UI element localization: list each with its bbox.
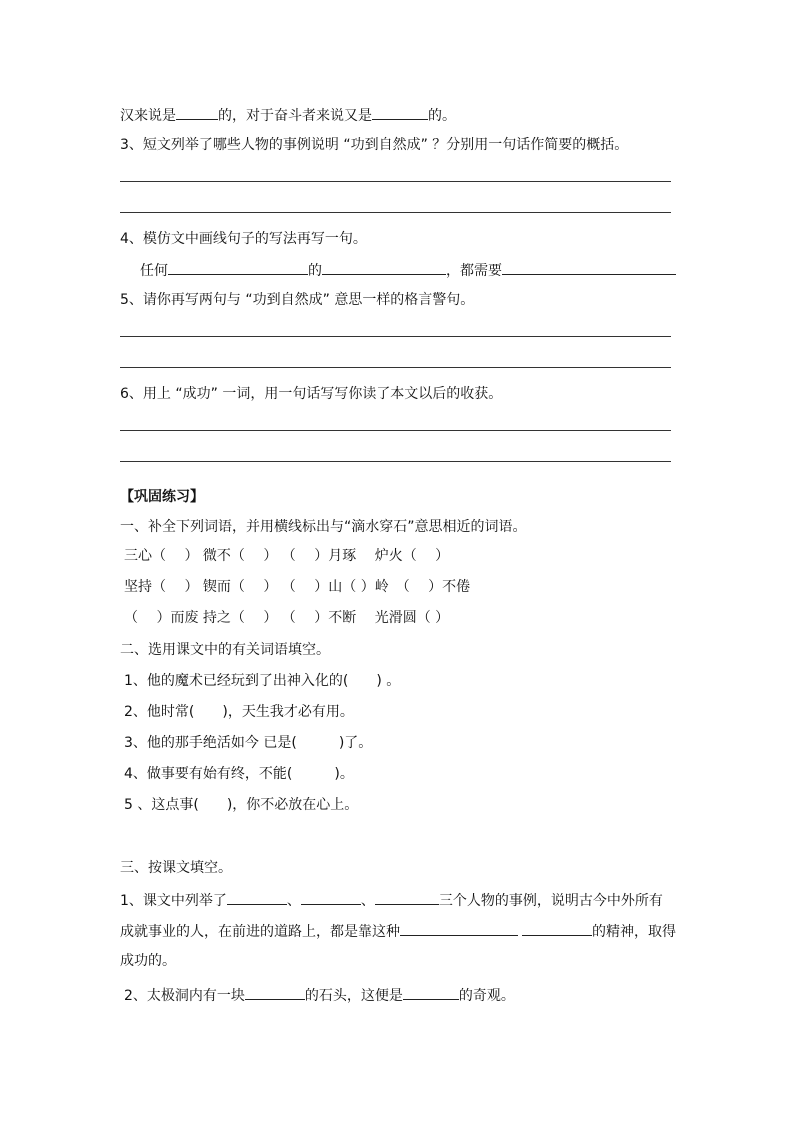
practice-heading: 【巩固练习】 [120, 489, 204, 505]
section-3-q1-line3: 成功的。 [120, 953, 176, 969]
fill-item: 1、他的魔术已经玩到了出神入化的( ) 。 [124, 673, 401, 689]
fill-item: 2、他时常( )，天生我才必有用。 [124, 704, 354, 720]
s3q1-text-d: 的精神，取得 [592, 924, 676, 940]
answer-blank[interactable] [245, 984, 305, 1000]
answer-blank[interactable] [522, 920, 592, 936]
q4-text-a: 任何 [140, 263, 168, 279]
q4-text-c: ，都需要 [446, 263, 502, 279]
answer-blank[interactable] [502, 259, 676, 275]
question-6: 6、用上 “成功” 一词，用一句话写写你读了本文以后的收获。 [120, 386, 503, 402]
q4-text-b: 的 [308, 263, 322, 279]
s3q1-sep-1: 、 [286, 893, 301, 909]
s3q1-text-c: 成就事业的人，在前进的道路上，都是靠这种 [120, 924, 400, 940]
section-3-q1-line2 [120, 920, 676, 942]
q2-tail-text-b: 的，对于奋斗者来说又是 [218, 108, 372, 124]
q2-tail-text-a: 汉来说是 [120, 108, 176, 124]
answer-blank[interactable] [322, 259, 446, 275]
section-1-title: 一、补全下列词语，并用横线标出与“滴水穿石”意思相近的词语。 [120, 519, 527, 535]
question-5: 5、请你再写两句与 “功到自然成” 意思一样的格言警句。 [120, 292, 475, 308]
answer-blank[interactable] [176, 104, 218, 120]
question-4-template [140, 259, 676, 281]
section-3-title: 三、按课文填空。 [120, 860, 232, 876]
fill-item: 4、做事要有始有终，不能( )。 [124, 766, 354, 782]
answer-line[interactable] [120, 461, 671, 462]
answer-line[interactable] [120, 430, 671, 431]
q2-tail-text-c: 的。 [428, 108, 456, 124]
s3q2-text-a: 2、太极洞内有一块 [124, 988, 245, 1004]
answer-blank[interactable] [403, 984, 459, 1000]
fill-item: 3、他的那手绝活如今 已是( )了。 [124, 735, 373, 751]
s3q1-sep-2: 、 [360, 893, 375, 909]
word-row: （ ）而废 持之（ ） （ ）不断 光滑圆（ ） [124, 610, 450, 626]
answer-blank[interactable] [168, 259, 308, 275]
word-row: 三心（ ） 微不（ ） （ ）月琢 炉火（ ） [124, 548, 450, 564]
section-3-q2 [124, 984, 515, 1006]
fill-item: 5 、这点事( )，你不必放在心上。 [124, 797, 359, 813]
question-3: 3、短文列举了哪些人物的事例说明 “功到自然成” ？分别用一句话作简要的概括。 [120, 137, 629, 153]
answer-blank[interactable] [372, 104, 428, 120]
answer-blank[interactable] [400, 920, 518, 936]
section-3-q1-line1 [120, 889, 663, 911]
answer-blank[interactable] [375, 889, 439, 905]
word-row: 坚持（ ） 锲而（ ） （ ）山（ ）岭 （ ）不倦 [124, 579, 471, 595]
answer-line[interactable] [120, 212, 671, 213]
answer-blank[interactable] [301, 889, 361, 905]
answer-blank[interactable] [227, 889, 287, 905]
question-4: 4、模仿文中画线句子的写法再写一句。 [120, 231, 367, 247]
q2-tail-line [120, 104, 456, 126]
s3q2-text-c: 的奇观。 [458, 988, 515, 1004]
section-2-title: 二、选用课文中的有关词语填空。 [120, 642, 330, 658]
s3q1-text-a: 1、课文中列举了 [120, 893, 227, 909]
answer-line[interactable] [120, 181, 671, 182]
answer-line[interactable] [120, 367, 671, 368]
s3q1-text-b: 三个人物的事例，说明古今中外所有 [438, 893, 663, 909]
s3q2-text-b: 的石头，这便是 [304, 988, 403, 1004]
answer-line[interactable] [120, 336, 671, 337]
